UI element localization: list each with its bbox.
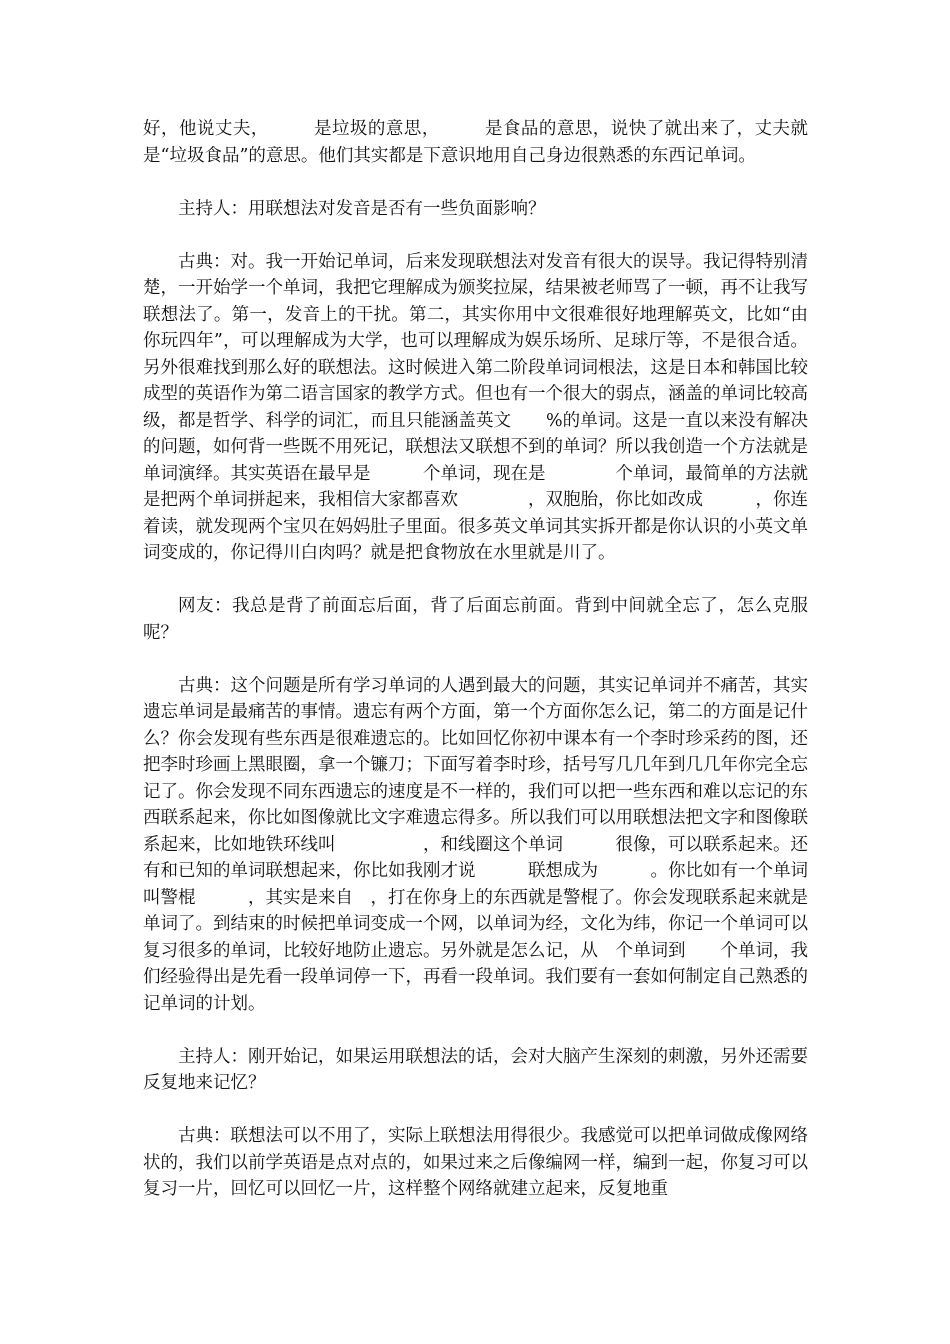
article-body [143, 116, 808, 1203]
paragraph-host-question-1: 主持人：用联想法对发音是否有一些负面影响？ [178, 198, 546, 219]
paragraph-netizen-question: 网友：我总是背了前面忘后面，背了后面忘前面。背到中间就全忘了，怎么克服呢？ [143, 596, 808, 643]
paragraph-gudian-answer-2: 古典：这个问题是所有学习单词的人遇到最大的问题，其实记单词并不痛苦，其实遗忘单词是最痛苦的事情。遗忘有两个方面，第一个方面你怎么记，第二的方面是记什么？你会发现有些东西是很难遗忘的。比如回忆你初中课本有一个李时珍采药的图，还把李时珍画上黑眼圈，拿一个镰刀；下面写着李时珍，括号写几几年到几几年你完全忘记了。你会发现不同东西遗忘的速度是不一样的，我们可以把一些东西和难以忘记的东西联系起来，你比如图像就比文字难遗忘得多。所以我们可以用联想法把文字和图像联系起来，比如地铁环线叫 ，和线圈这个单词 很像，可以联系起来。还有和已知的单词联想起来，你比如我刚才说 联想成为 。你比如有一个单词叫警棍 ，其实是来自 ，打在你身上的东西就是警棍了。你会发现联系起来就是单词了。到结束的时候把单词变成一个网，以单词为经，文化为纬，你记一个单词可以复习很多的单词，比较好地防止遗忘。另外就是怎么记，从 个单词到 个单词，我们经验得出是先看一段单词停一下，再看一段单词。我们要有一套如何制定自己熟悉的记单词的计划。 [143, 675, 808, 1014]
paragraph-host-question-2: 主持人：刚开始记，如果运用联想法的话，会对大脑产生深刻的刺激，另外还需要反复地来记忆？ [143, 1046, 808, 1093]
paragraph-continuation: 好，他说丈夫， 是垃圾的意思， 是食品的意思，说快了就出来了，丈夫就是“垃圾食品”的意思。他们其实都是下意识地用自己身边很熟悉的东西记单词。 [143, 119, 808, 166]
paragraph-gudian-answer-3: 古典：联想法可以不用了，实际上联想法用得很少。我感觉可以把单词做成像网络状的，我们以前学英语是点对点的，如果过来之后像编网一样，编到一起，你复习可以复习一片，回忆可以回忆一片，这样整个网络就建立起来，反复地重 [143, 1126, 808, 1199]
paragraph-gudian-answer-1: 古典：对。我一开始记单词，后来发现联想法对发音有很大的误导。我记得特别清楚，一开始学一个单词，我把它理解成为颁奖拉屎，结果被老师骂了一顿，再不让我写联想法了。第一，发音上的干扰。第二，其实你用中文很难很好地理解英文，比如“由你玩四年”，可以理解成为大学，也可以理解成为娱乐场所、足球厅等，不是很合适。另外很难找到那么好的联想法。这时候进入第二阶段单词词根法，这是日本和韩国比较成型的英语作为第二语言国家的教学方式。但也有一个很大的弱点，涵盖的单词比较高级，都是哲学、科学的词汇，而且只能涵盖英文 %的单词。这是一直以来没有解决的问题，如何背一些既不用死记，联想法又联想不到的单词？所以我创造一个方法就是单词演绎。其实英语在最早是 个单词，现在是 个单词，最简单的方法就是把两个单词拼起来，我相信大家都喜欢 ，双胞胎，你比如改成 ，你连着读，就发现两个宝贝在妈妈肚子里面。很多英文单词其实拆开都是你认识的小英文单词变成的，你记得川白肉吗？就是把食物放在水里就是川了。 [143, 251, 808, 563]
